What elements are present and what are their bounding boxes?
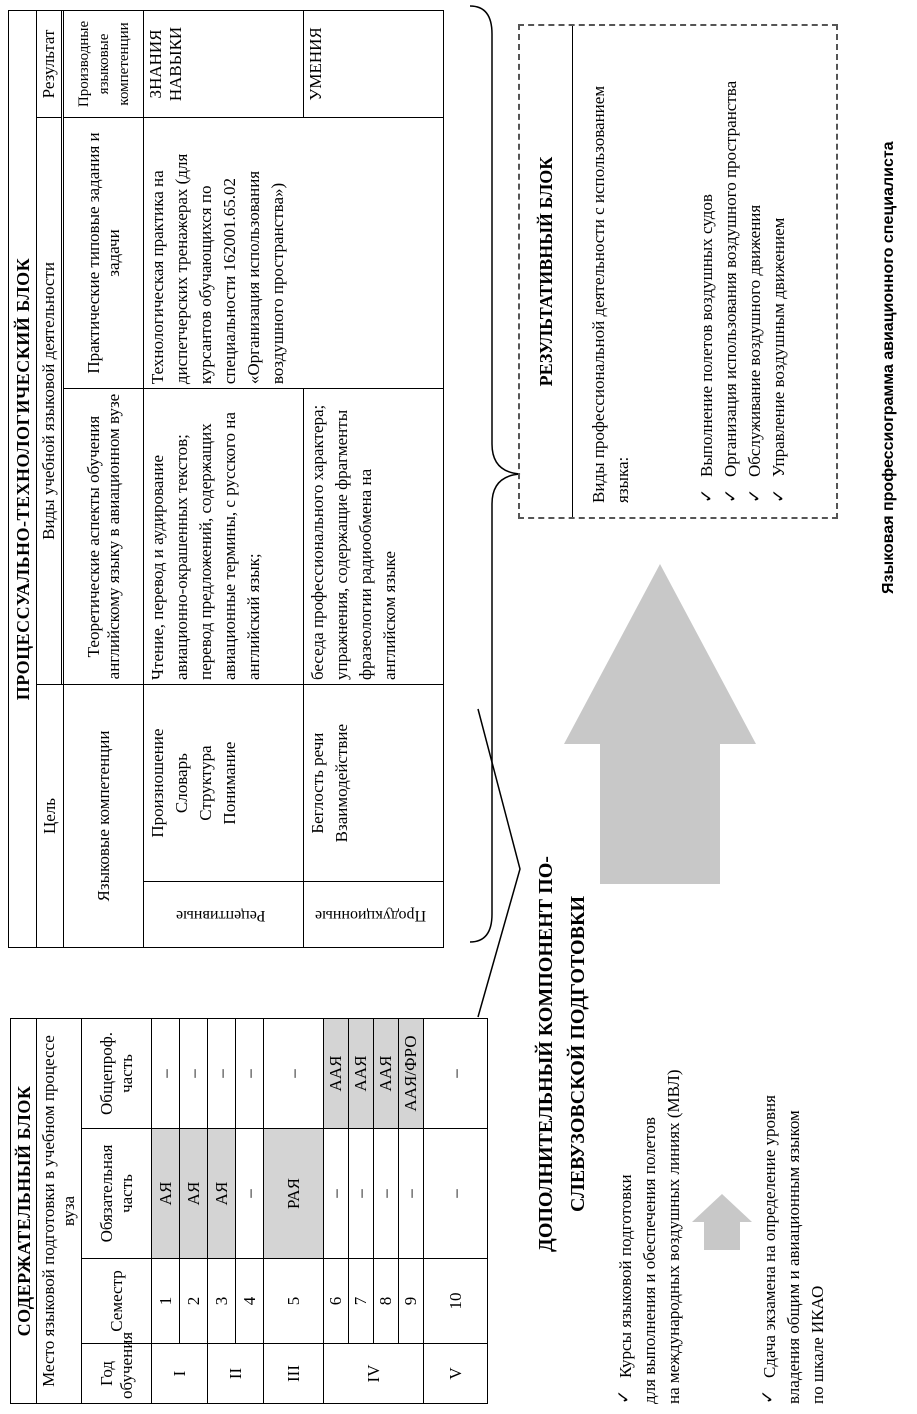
receptive-label: Рецептивные xyxy=(176,906,266,924)
semester-cell: 8 xyxy=(374,1259,399,1344)
general-cell: – xyxy=(236,1018,264,1128)
result-header: Результат xyxy=(37,11,62,118)
list-item xyxy=(719,40,743,503)
small-arrow-icon xyxy=(690,1184,754,1254)
mandatory-cell: РАЯ xyxy=(264,1129,324,1259)
content-block-subtitle: Место языковой подготовки в учебном процессе вуза xyxy=(37,1018,82,1403)
process-brace xyxy=(468,4,524,944)
list-item xyxy=(767,40,791,503)
receptive-goals xyxy=(144,685,304,882)
additional-item2-line: по шкале ИКАО xyxy=(808,1285,827,1404)
big-arrow-icon xyxy=(560,554,760,894)
check-icon: ✓ xyxy=(614,1389,633,1404)
year-cell: IV xyxy=(324,1344,424,1404)
general-cell: ААЯ/ФРО xyxy=(399,1018,424,1128)
derived-header: Производные языковые компетенции xyxy=(64,11,144,118)
semester-cell: 6 xyxy=(324,1259,349,1344)
productive-goal: Взаимодействие xyxy=(332,723,351,843)
receptive-label-cell xyxy=(144,882,304,948)
result-knowledge: ЗНАНИЯ xyxy=(146,29,165,99)
semester-cell: 7 xyxy=(349,1259,374,1344)
check-icon: ✓ xyxy=(769,488,788,503)
additional-item1-line: Курсы языковой подготовки xyxy=(616,1174,635,1378)
general-cell: ААЯ xyxy=(324,1018,349,1128)
mandatory-cell: – xyxy=(236,1129,264,1259)
general-cell: – xyxy=(424,1018,488,1128)
productive-goal: Беглость речи xyxy=(308,732,327,834)
additional-item1-line: на международных воздушных линиях (МВЛ) xyxy=(664,1069,683,1404)
year-cell: II xyxy=(208,1344,264,1404)
practice-text: Технологическая практика на диспетчерских тренажерах (для курсантов обучающихся по специальности 162001.65.02 «Организация использования воздушного пространства») xyxy=(144,117,444,388)
productive-goals xyxy=(304,685,444,882)
check-icon: ✓ xyxy=(721,488,740,503)
receptive-goal: Произношение xyxy=(148,728,167,838)
content-block-title: СОДЕРЖАТЕЛЬНЫЙ БЛОК xyxy=(11,1018,37,1403)
check-icon: ✓ xyxy=(745,488,764,503)
goal-header: Цель xyxy=(37,685,64,948)
mandatory-cell: АЯ xyxy=(208,1129,236,1259)
header-year: Год обучения xyxy=(82,1344,152,1404)
productive-activities: беседа профессионального характера; упражнения, содержащие фрагменты фразеологии радиообмена на английском языке xyxy=(304,389,444,685)
receptive-goal: Словарь xyxy=(172,753,191,814)
semester-cell: 3 xyxy=(208,1259,236,1344)
result-receptive xyxy=(144,11,304,118)
content-block xyxy=(10,1019,470,1404)
mandatory-cell: АЯ xyxy=(152,1129,180,1259)
result-block xyxy=(518,24,838,519)
result-block-title: РЕЗУЛЬТАТИВНЫЙ БЛОК xyxy=(520,26,573,517)
theory-header: Теоретические аспекты обучения английскому языку в авиационном вузе xyxy=(64,389,144,685)
activities-header: Виды учебной языковой деятельности xyxy=(37,117,62,684)
result-item: Организация использования воздушного пространства xyxy=(721,80,740,477)
table-row xyxy=(424,1018,488,1403)
additional-list-2 xyxy=(758,704,830,1404)
semester-cell: 1 xyxy=(152,1259,180,1344)
semester-cell: 2 xyxy=(180,1259,208,1344)
result-skills: НАВЫКИ xyxy=(166,26,185,102)
table-row xyxy=(264,1018,324,1403)
mandatory-cell: – xyxy=(374,1129,399,1259)
process-table xyxy=(8,10,444,948)
mandatory-cell: АЯ xyxy=(180,1129,208,1259)
semester-cell: 9 xyxy=(399,1259,424,1344)
year-cell: I xyxy=(152,1344,208,1404)
semester-cell: 5 xyxy=(264,1259,324,1344)
practice-header: Практические типовые задания и задачи xyxy=(64,117,144,388)
table-row xyxy=(208,1018,236,1403)
process-block xyxy=(8,10,470,948)
year-cell: III xyxy=(264,1344,324,1404)
receptive-goal: Понимание xyxy=(220,741,239,825)
result-item: Управление воздушным движением xyxy=(769,217,788,477)
list-item xyxy=(758,704,830,1404)
result-block-body xyxy=(573,26,805,517)
header-general: Общепроф. часть xyxy=(82,1018,152,1128)
general-cell: – xyxy=(208,1018,236,1128)
result-item: Обслуживание воздушного движения xyxy=(745,204,764,477)
additional-title-line1: ДОПОЛНИТЕЛЬНЫЙ КОМПОНЕНТ ПО- xyxy=(535,856,557,1252)
productive-label-cell xyxy=(304,882,444,948)
list-item xyxy=(743,40,767,503)
content-table xyxy=(10,1018,488,1404)
result-item: Выполнение полетов воздушных судов xyxy=(697,194,716,477)
year-cell: V xyxy=(424,1344,488,1404)
language-competences: Языковые компетенции xyxy=(64,685,144,948)
general-cell: – xyxy=(180,1018,208,1128)
mandatory-cell: – xyxy=(399,1129,424,1259)
check-icon: ✓ xyxy=(697,488,716,503)
productive-label: Продукционные xyxy=(315,906,427,924)
list-item xyxy=(695,40,719,503)
additional-item2-line: Сдача экзамена на определение уровня xyxy=(760,1095,779,1378)
result-list xyxy=(695,40,791,503)
semester-cell: 4 xyxy=(236,1259,264,1344)
mandatory-cell: – xyxy=(324,1129,349,1259)
result-productive: УМЕНИЯ xyxy=(304,11,444,118)
header-mandatory: Обязательная часть xyxy=(82,1129,152,1259)
header-semester: Семестр xyxy=(82,1259,152,1344)
general-cell: ААЯ xyxy=(374,1018,399,1128)
mandatory-cell: – xyxy=(424,1129,488,1259)
mandatory-cell: – xyxy=(349,1129,374,1259)
general-cell: – xyxy=(152,1018,180,1128)
figure-caption: Языковая профессиограмма авиационного специалиста xyxy=(880,141,897,594)
additional-title-line2: СЛЕВУЗОВСКОЙ ПОДГОТОВКИ xyxy=(567,895,589,1213)
semester-cell: 10 xyxy=(424,1259,488,1344)
additional-item2-line: владения общим и авиационным языком xyxy=(784,1110,803,1404)
check-icon: ✓ xyxy=(758,1389,777,1404)
receptive-activities: Чтение, перевод и аудирование авиационно-окрашенных текстов; перевод предложений, содержащих авиационные термины, с русского на английский язык; xyxy=(144,389,304,685)
table-row xyxy=(152,1018,180,1403)
table-row xyxy=(324,1018,349,1403)
result-intro: Виды профессиональной деятельности с использованием языка: xyxy=(589,85,632,503)
receptive-goal: Структура xyxy=(196,745,215,821)
additional-item1-line: для выполнения и обеспечения полетов xyxy=(640,1117,659,1404)
process-block-title: ПРОЦЕССУАЛЬНО-ТЕХНОЛОГИЧЕСКИЙ БЛОК xyxy=(9,11,37,948)
general-cell: – xyxy=(264,1018,324,1128)
general-cell: ААЯ xyxy=(349,1018,374,1128)
